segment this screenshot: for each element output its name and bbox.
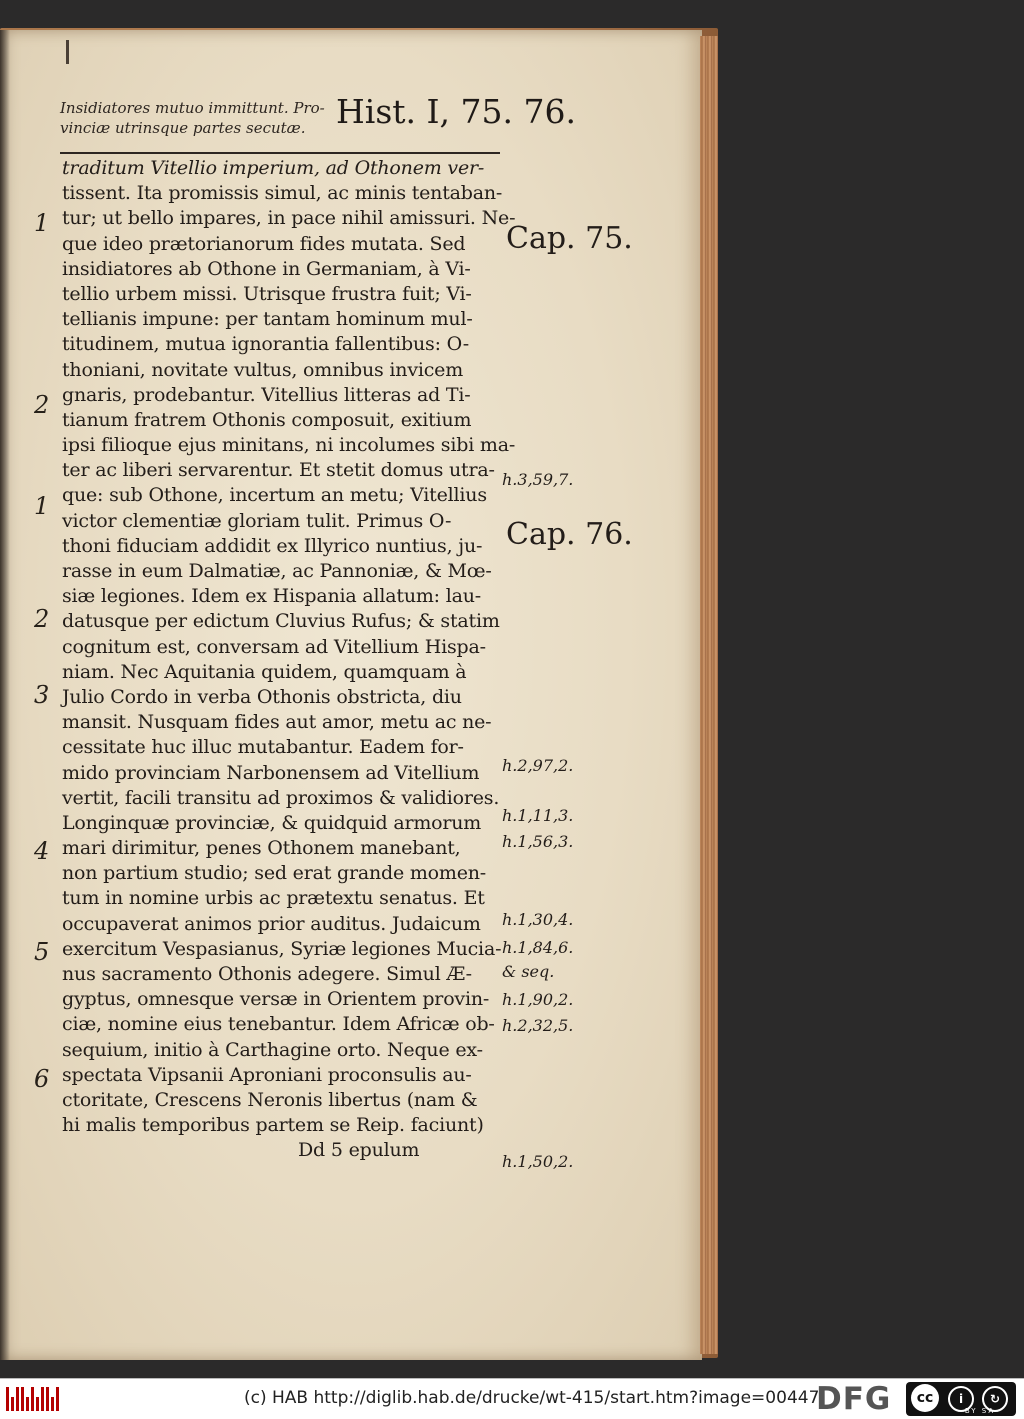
text-line: ctoritate, Crescens Neronis libertus (nam &: [62, 1088, 478, 1111]
catchword-line: Dd 5 epulum: [298, 1139, 420, 1162]
text-line: ter ac liberi servarentur. Et stetit domus utra-: [62, 459, 495, 482]
text-line: Julio Cordo in verba Othonis obstricta, diu: [62, 685, 462, 708]
cross-reference: h.1,11,3.: [502, 806, 574, 825]
text-line: non partium studio; sed erat grande momen-: [62, 862, 487, 885]
hab-logo: [6, 1387, 59, 1411]
text-line: traditum Vitellio imperium, ad Othonem ver-: [62, 157, 485, 179]
text-line: tur; ut bello impares, in pace nihil amissuri. Ne-: [62, 207, 516, 230]
text-line: Longinquæ provinciæ, & quidquid armorum: [62, 811, 482, 834]
text-line: mido provinciam Narbonensem ad Vitellium: [62, 761, 480, 784]
text-line: thoniani, novitate vultus, omnibus invicem: [62, 358, 464, 381]
text-line: insidiatores ab Othone in Germaniam, à Vi-: [62, 257, 471, 280]
text-line: niam. Nec Aquitania quidem, quamquam à: [62, 660, 467, 683]
cross-reference: h.1,56,3.: [502, 832, 574, 851]
cc-license-badge[interactable]: [906, 1382, 1016, 1416]
text-line: datusque per edictum Cluvius Rufus; & statim: [62, 610, 500, 633]
margin-number: 6: [34, 1065, 50, 1093]
margin-number: 5: [34, 938, 50, 966]
text-line: rasse in eum Dalmatiæ, ac Pannoniæ, & Mœ-: [62, 560, 492, 582]
header-summary-line-2: vinciæ utrinsque partes secutæ.: [60, 119, 306, 137]
margin-number: 2: [34, 391, 50, 419]
text-line: ciæ, nomine eius tenebantur. Idem Africæ ob-: [62, 1013, 495, 1036]
cross-reference: h.2,32,5.: [502, 1016, 574, 1035]
text-line: siæ legiones. Idem ex Hispania allatum: lau-: [62, 585, 481, 608]
text-line: cessitate huc illuc mutabantur. Eadem for-: [62, 736, 464, 759]
text-line: que ideo prætorianorum fides mutata. Sed: [62, 232, 466, 255]
text-line: titudinem, mutua ignorantia fallentibus: O-: [62, 333, 469, 356]
header-summary-line-1: Insidiatores mutuo immittunt. Pro-: [60, 99, 325, 117]
license-tags: BY SA: [964, 1407, 996, 1415]
margin-number: 1: [34, 209, 50, 237]
text-line: mansit. Nusquam fides aut amor, metu ac ne-: [62, 711, 492, 734]
book-spine-shadow: [0, 30, 10, 1360]
text-line: sequium, initio à Carthagine orto. Neque ex-: [62, 1038, 483, 1061]
cross-reference: h.1,90,2.: [502, 990, 574, 1009]
chapter-label: Cap. 76.: [506, 517, 633, 552]
margin-number: 3: [34, 681, 50, 709]
cross-reference: h.1,50,2.: [502, 1152, 574, 1171]
body-text: [62, 156, 516, 1164]
dfg-logo: DFG: [816, 1381, 892, 1417]
attribution-icon: i: [948, 1386, 974, 1412]
text-line: nus sacramento Othonis adegere. Simul Æ-: [62, 963, 472, 985]
chapter-label: Cap. 75.: [506, 221, 633, 256]
cross-reference: h.3,59,7.: [502, 470, 574, 489]
text-line: ipsi filioque ejus minitans, ni incolumes sibi ma-: [62, 434, 516, 457]
text-line: cognitum est, conversam ad Vitellium Hispa-: [62, 635, 486, 658]
text-line: que: sub Othone, incertum an metu; Vitellius: [62, 484, 487, 507]
text-line: hi malis temporibus partem se Reip. faciunt): [62, 1114, 484, 1137]
text-line: tum in nomine urbis ac prætextu senatus. Et: [62, 887, 485, 910]
margin-number: 2: [34, 605, 50, 633]
running-header-title: Hist. I, 75. 76.: [336, 92, 576, 131]
text-line: tissent. Ita promissis simul, ac minis tentaban-: [62, 182, 503, 205]
text-line: gnaris, prodebantur. Vitellius litteras ad Ti-: [62, 383, 471, 406]
margin-number: 4: [34, 837, 50, 865]
text-line: occupaverat animos prior auditus. Judaicum: [62, 912, 481, 935]
margin-number: 1: [34, 492, 50, 520]
running-header-summary: [60, 98, 330, 138]
cc-icon: cc: [911, 1384, 939, 1412]
page-edges: [700, 36, 718, 1354]
header-rule: [60, 152, 500, 154]
viewer-footer: [0, 1378, 1024, 1419]
share-alike-icon: ↻: [982, 1386, 1008, 1412]
text-line: mari dirimitur, penes Othonem manebant,: [62, 837, 461, 860]
text-line: tellianis impune: per tantam hominum mul-: [62, 308, 473, 331]
text-line: gyptus, omnesque versæ in Orientem provin-: [62, 988, 490, 1011]
text-line: tellio urbem missi. Utrisque frustra fuit; Vi-: [62, 282, 472, 305]
text-line: victor clementiæ gloriam tulit. Primus O-: [62, 509, 452, 532]
cross-reference: h.2,97,2.: [502, 756, 574, 775]
text-line: tianum fratrem Othonis composuit, exitium: [62, 408, 472, 431]
cross-reference: h.1,84,6.: [502, 938, 574, 957]
text-line: exercitum Vespasianus, Syriæ legiones Mucia-: [62, 937, 502, 960]
text-line: spectata Vipsanii Aproniani proconsulis au-: [62, 1063, 472, 1086]
cross-reference: & seq.: [502, 962, 555, 981]
cross-reference: h.1,30,4.: [502, 910, 574, 929]
text-line: thoni fiduciam addidit ex Illyrico nuntius, ju-: [62, 534, 483, 557]
copyright-link[interactable]: (c) HAB http://diglib.hab.de/drucke/wt-415/start.htm?image=00447: [244, 1388, 820, 1408]
page-mark: [66, 40, 69, 64]
text-line: vertit, facili transitu ad proximos & validiores.: [62, 786, 500, 809]
